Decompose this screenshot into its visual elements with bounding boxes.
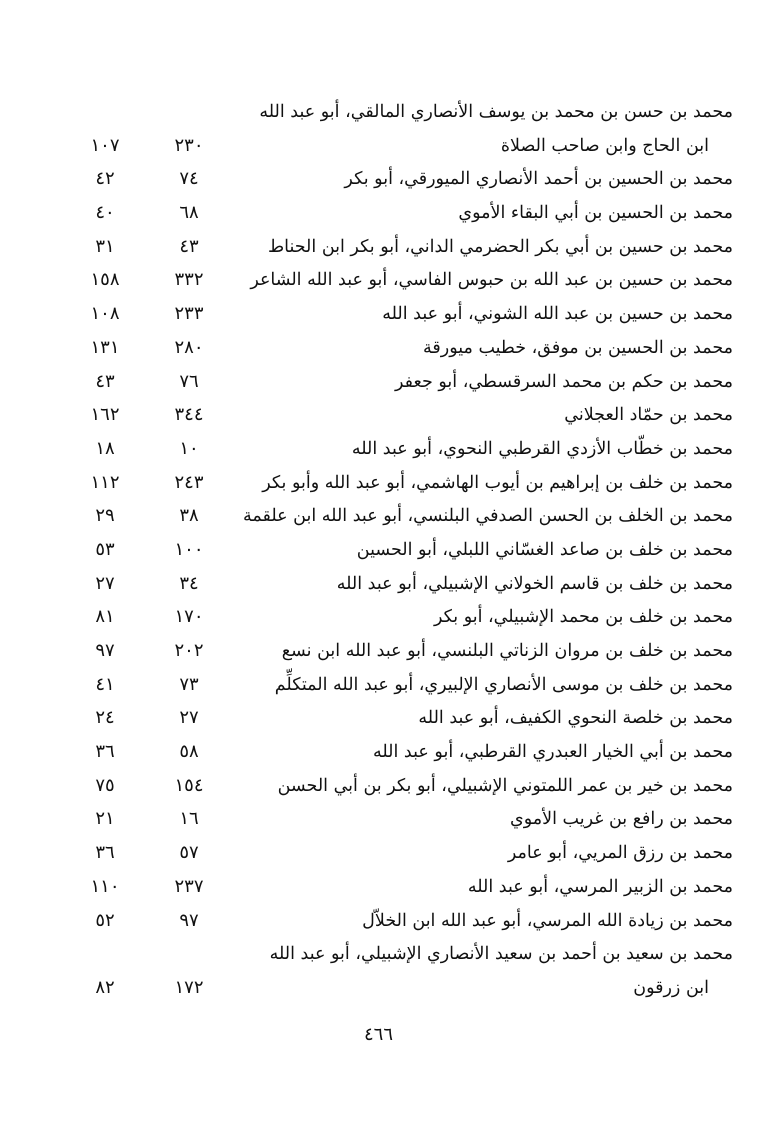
index-entry (60, 399, 733, 433)
index-entry (60, 702, 733, 736)
index-entry-continuation (60, 130, 733, 164)
entry-number-primary: ٧٤ (179, 168, 199, 190)
entry-number-secondary: ٨٢ (95, 976, 115, 998)
index-entry (60, 163, 733, 197)
entry-name: محمد بن زيادة الله المرسي، أبو عبد الله ابن الخلاّل (362, 910, 733, 931)
entry-number-primary: ٢٣٧ (174, 875, 204, 897)
entry-name: محمد بن خلف بن صاعد الغسّاني اللبلي، أبو الحسين (356, 539, 733, 560)
entry-number-primary: ٦٨ (179, 202, 199, 224)
entry-number-primary: ٣٨ (179, 505, 199, 527)
entry-name: محمد بن أبي الخيار العبدري القرطبي، أبو عبد الله (373, 742, 733, 763)
entry-number-secondary: ٥٣ (95, 538, 115, 560)
entry-name: محمد بن الزبير المرسي، أبو عبد الله (467, 876, 733, 897)
index-entry (60, 366, 733, 400)
entry-name: محمد بن خلف بن إبراهيم بن أيوب الهاشمي، أبو عبد الله وأبو بكر (262, 472, 733, 493)
entry-number-primary: ٣٣٢ (174, 269, 204, 291)
entry-number-secondary: ٩٧ (95, 640, 115, 661)
entry-number-primary: ١٠ (179, 437, 199, 459)
index-entry (60, 500, 733, 534)
entry-number-primary: ١٠٠ (174, 538, 204, 560)
entry-name: ابن الحاج وابن صاحب الصلاة (500, 135, 709, 156)
entry-name: محمد بن خلصة النحوي الكفيف، أبو عبد الله (418, 708, 733, 729)
entry-number-primary: ٣٤٤ (174, 404, 204, 426)
entry-number-primary: ١٥٤ (174, 774, 204, 796)
entry-number-primary: ٧٦ (179, 370, 199, 392)
index-entry (60, 467, 733, 501)
entry-number-secondary: ١٦٢ (90, 404, 120, 426)
entry-number-secondary: ٣٦ (95, 741, 115, 763)
entry-number-primary: ٢٤٣ (174, 471, 204, 493)
index-entry-continuation (60, 972, 733, 1006)
index-entries (60, 96, 733, 1006)
entry-name: محمد بن خطّاب الأزدي القرطبي النحوي، أبو عبد الله (351, 438, 733, 459)
index-entry (60, 433, 733, 467)
index-entry (60, 264, 733, 298)
entry-number-primary: ٥٧ (179, 842, 199, 864)
entry-number-primary: ٥٨ (179, 741, 199, 763)
entry-number-primary: ١٧٠ (174, 606, 204, 628)
entry-name: محمد بن سعيد بن أحمد بن سعيد الأنصاري الإشبيلي، أبو عبد الله (269, 944, 733, 965)
entry-name: محمد بن الحسين بن موفق، خطيب ميورقة (423, 337, 733, 358)
entry-number-secondary: ٢٧ (95, 572, 115, 594)
index-entry (60, 197, 733, 231)
entry-number-secondary: ٢٩ (95, 505, 115, 527)
entry-number-secondary: ٤١ (95, 673, 115, 695)
index-entry (60, 803, 733, 837)
entry-number-primary: ٣٤ (179, 572, 199, 594)
page-number: ٤٦٦ (363, 1024, 393, 1045)
entry-number-primary: ٤٣ (179, 235, 199, 257)
entry-name: محمد بن الحسين بن أبي البقاء الأموي (458, 203, 733, 224)
entry-name: محمد بن حكم بن محمد السرقسطي، أبو جعفر (395, 371, 733, 392)
entry-number-secondary: ٨١ (95, 606, 115, 628)
index-entry (60, 871, 733, 905)
entry-number-secondary: ٢١ (95, 808, 115, 830)
entry-name: محمد بن حسين بن أبي بكر الحضرمي الداني، أبو بكر ابن الحناط (267, 236, 733, 257)
entry-number-primary: ٢٧ (179, 707, 199, 729)
entry-name: محمد بن الخلف بن الحسن الصدفي البلنسي، أبو عبد الله ابن علقمة (243, 506, 733, 527)
entry-number-secondary: ١٣١ (90, 336, 120, 358)
entry-number-secondary: ٤٠ (95, 202, 115, 224)
index-entry (60, 534, 733, 568)
entry-number-secondary: ١١٢ (90, 471, 120, 493)
entry-number-primary: ١٦ (179, 808, 199, 830)
entry-number-primary: ٢٣٣ (174, 303, 204, 325)
entry-number-primary: ٢٠٢ (174, 640, 204, 661)
entry-number-primary: ١٧٢ (174, 976, 204, 998)
entry-number-primary: ٢٣٠ (174, 134, 204, 156)
entry-name: محمد بن حسين بن عبد الله بن حبوس الفاسي، أبو عبد الله الشاعر (250, 270, 733, 291)
index-entry (60, 568, 733, 602)
entry-name: محمد بن رافع بن غريب الأموي (510, 809, 733, 830)
entry-number-secondary: ٧٥ (95, 774, 115, 796)
entry-name: محمد بن خلف بن محمد الإشبيلي، أبو بكر (433, 607, 733, 628)
entry-number-secondary: ٤٣ (95, 370, 115, 392)
index-entry (60, 938, 733, 972)
entry-name: محمد بن خلف بن موسى الأنصاري الإلبيري، أبو عبد الله المتكلِّم (274, 674, 733, 695)
index-entry (60, 96, 733, 130)
index-entry (60, 298, 733, 332)
index-entry (60, 837, 733, 871)
index-entry (60, 905, 733, 939)
entry-number-secondary: ٥٢ (95, 909, 115, 931)
entry-name: محمد بن حسن بن محمد بن يوسف الأنصاري المالقي، أبو عبد الله (259, 102, 733, 122)
entry-number-secondary: ١٥٨ (90, 269, 120, 291)
index-entry (60, 770, 733, 804)
entry-number-secondary: ٤٢ (95, 168, 115, 190)
entry-number-secondary: ١١٠ (90, 875, 120, 897)
index-entry (60, 635, 733, 669)
entry-name: ابن زرقون (633, 977, 709, 998)
entry-number-primary: ٩٧ (179, 909, 199, 931)
entry-number-secondary: ٣١ (95, 235, 115, 257)
entry-number-secondary: ١٠٨ (90, 303, 120, 325)
entry-number-secondary: ٢٤ (95, 707, 115, 729)
entry-name: محمد بن خلف بن قاسم الخولاني الإشبيلي، أبو عبد الله (336, 573, 733, 594)
entry-number-primary: ٢٨٠ (174, 336, 204, 358)
entry-name: محمد بن رزق المريي، أبو عامر (507, 843, 733, 864)
entry-number-primary: ٧٣ (179, 673, 199, 695)
index-entry (60, 231, 733, 265)
entry-number-secondary: ١٠٧ (90, 134, 120, 156)
entry-name: محمد بن الحسين بن أحمد الأنصاري الميورقي، أبو بكر (344, 169, 733, 190)
index-entry (60, 332, 733, 366)
entry-number-secondary: ١٨ (95, 437, 115, 459)
entry-name: محمد بن خير بن عمر اللمتوني الإشبيلي، أبو بكر بن أبي الحسن (277, 775, 733, 796)
entry-name: محمد بن حسين بن عبد الله الشوني، أبو عبد الله (382, 304, 733, 325)
index-entry (60, 601, 733, 635)
index-entry (60, 669, 733, 703)
entry-name: محمد بن خلف بن مروان الزناتي البلنسي، أبو عبد الله ابن نسع (281, 641, 733, 661)
index-entry (60, 736, 733, 770)
entry-number-secondary: ٣٦ (95, 842, 115, 864)
entry-name: محمد بن حمّاد العجلاني (564, 405, 733, 426)
